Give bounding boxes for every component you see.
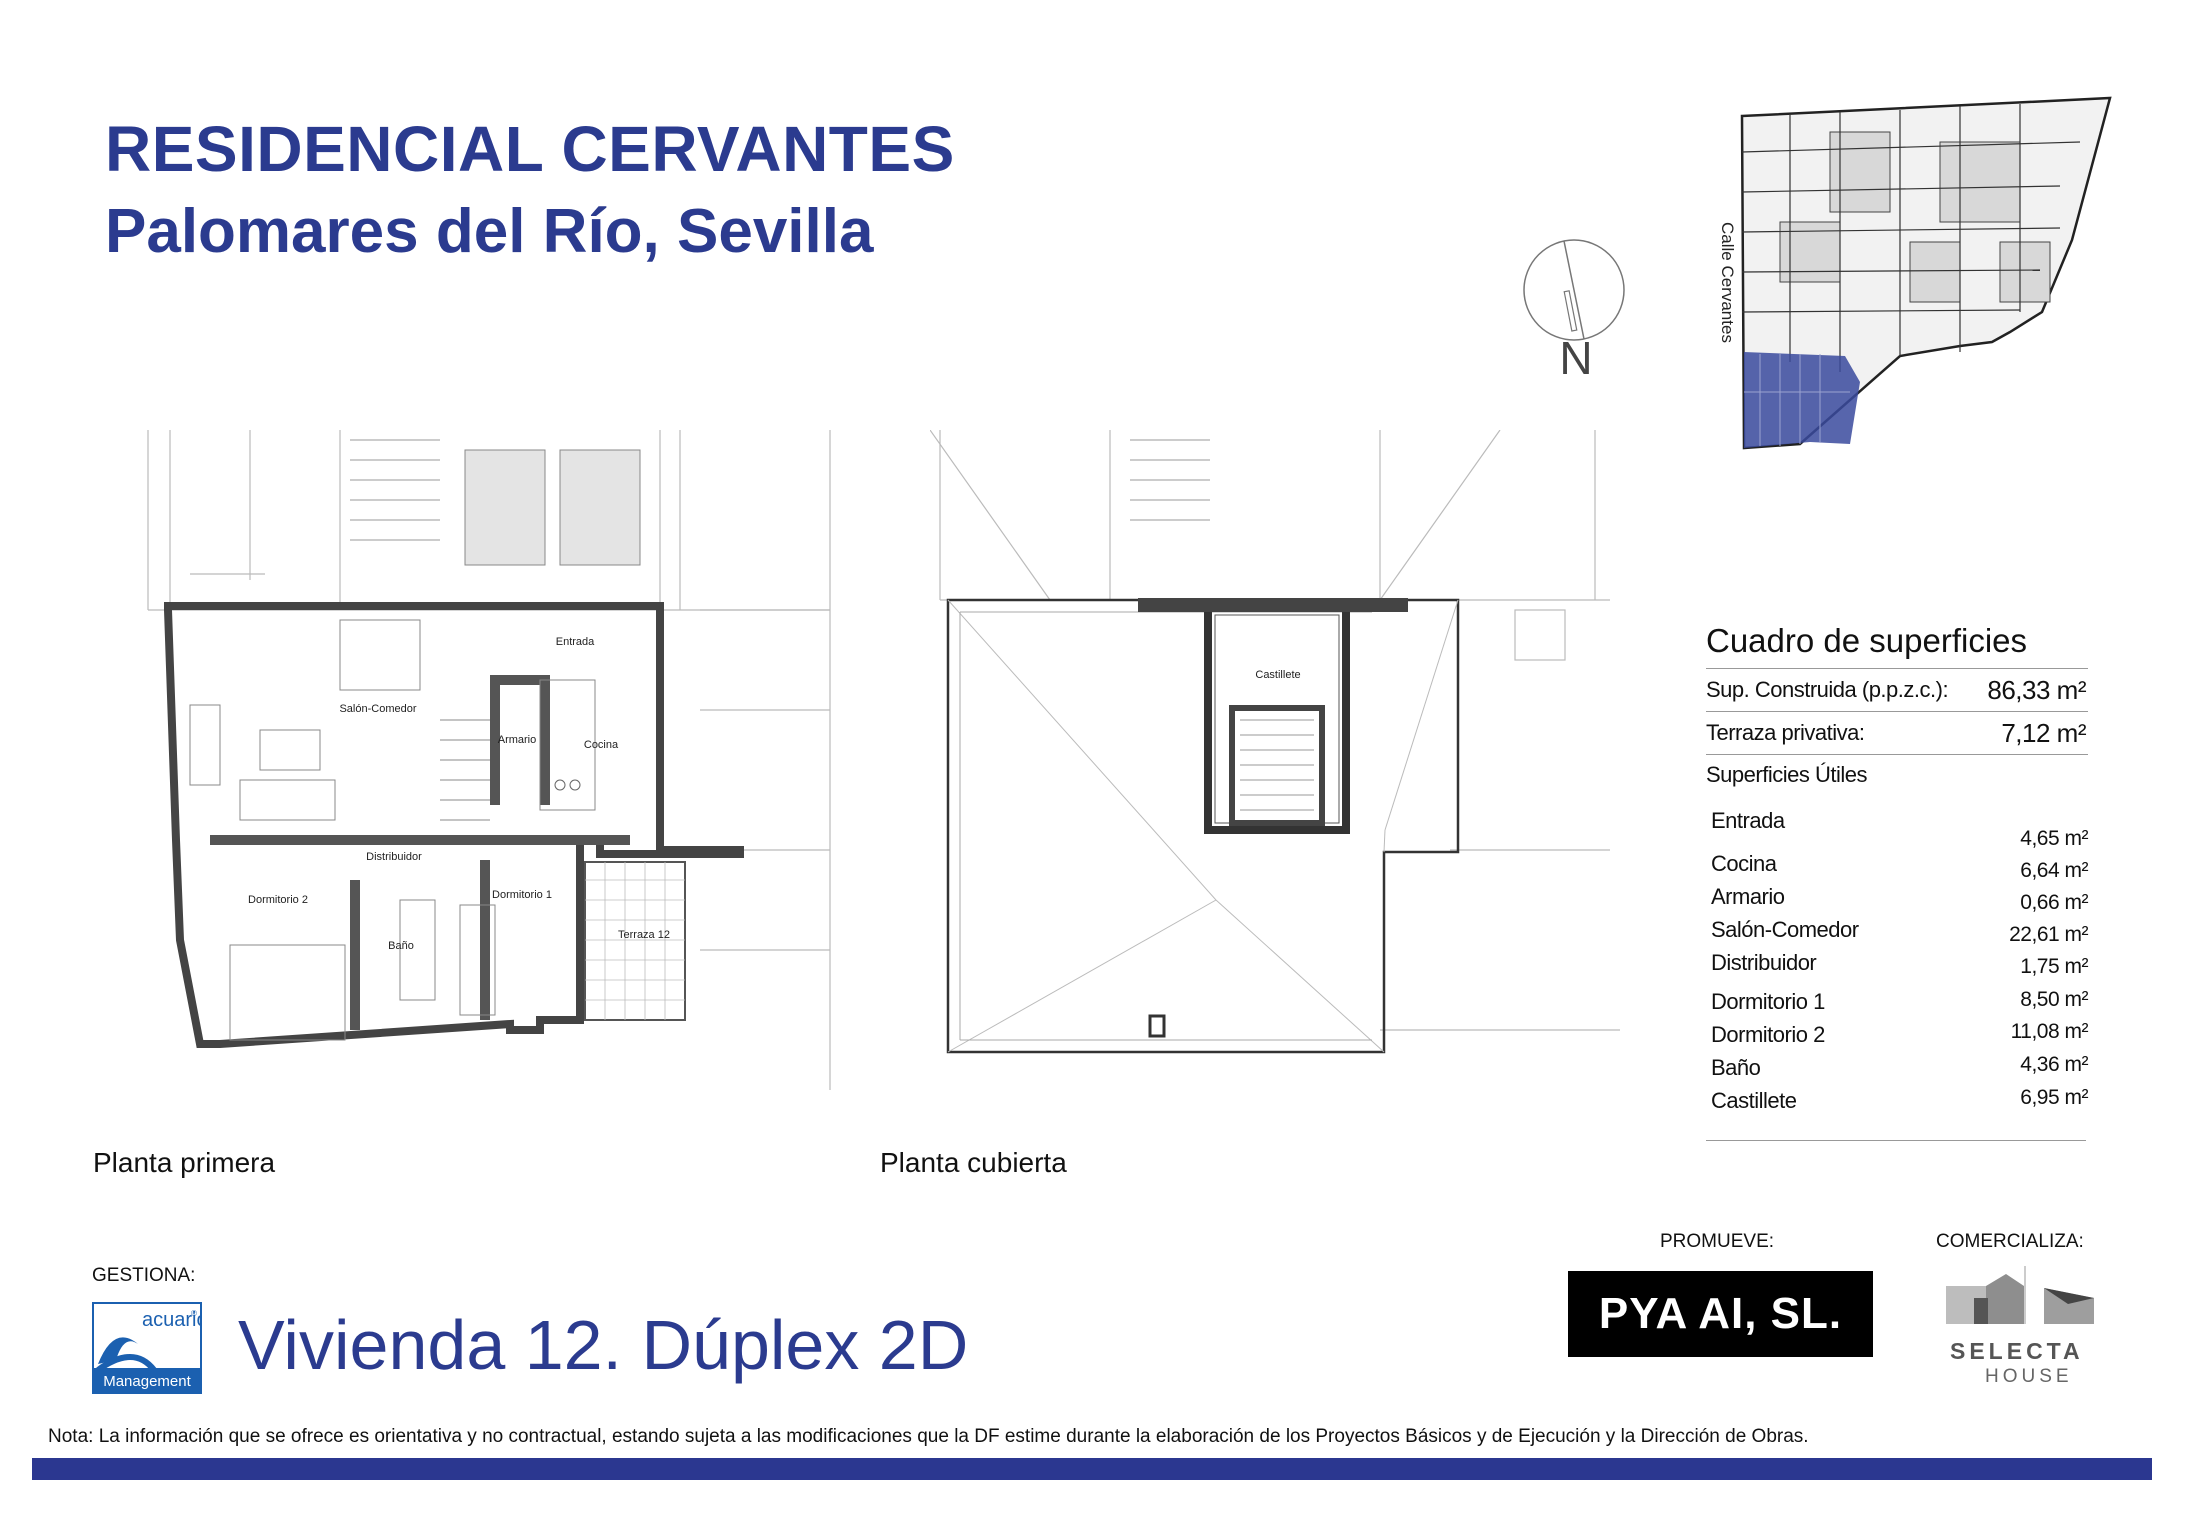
- disclaimer-note: Nota: La información que se ofrece es orientativa y no contractual, estando sujeta a las modificaciones que la DF estime durante la elaboración de los Proyectos Básicos y de Ejecución y la Dirección de Obras.: [48, 1426, 1809, 1447]
- acuario-wave-icon: [94, 1304, 200, 1392]
- room-value: 1,75 m²: [2020, 955, 2088, 978]
- plan-label-roof: Planta cubierta: [880, 1147, 1067, 1178]
- room-label-dormitorio1: Dormitorio 1: [492, 889, 552, 901]
- room-value: 22,61 m²: [2009, 923, 2088, 946]
- surface-table: [1706, 622, 2088, 795]
- room-value: 4,65 m²: [2020, 827, 2088, 850]
- room-name: Baño: [1711, 1055, 1761, 1080]
- room-label-bano: Baño: [388, 940, 414, 952]
- terrace-surface-value: 7,12 m²: [2001, 718, 2086, 748]
- terrace-surface-row: [1706, 712, 2088, 755]
- room-label-entrada: Entrada: [555, 636, 595, 648]
- selecta-logo-sub: HOUSE: [1985, 1366, 2073, 1387]
- room-value: 6,95 m²: [2020, 1086, 2088, 1109]
- comercializa-label: COMERCIALIZA:: [1936, 1231, 2084, 1252]
- room-value: 0,66 m²: [2020, 891, 2088, 914]
- unit-title: Vivienda 12. Dúplex 2D: [238, 1306, 969, 1384]
- gestiona-label: GESTIONA:: [92, 1265, 196, 1286]
- useful-surfaces-heading: Superficies Útiles: [1706, 762, 1867, 787]
- room-name: Salón-Comedor: [1711, 917, 1859, 942]
- room-name: Armario: [1711, 884, 1785, 909]
- selecta-logo-name: SELECTA: [1950, 1338, 2084, 1364]
- room-name: Cocina: [1711, 851, 1777, 876]
- room-label-dormitorio2: Dormitorio 2: [248, 894, 308, 906]
- room-name: Entrada: [1711, 808, 1785, 833]
- promoter-logo: PYA AI, SL.: [1568, 1271, 1873, 1357]
- acuario-logo-mark: ®: [191, 1309, 197, 1318]
- acuario-logo-brand: acuari: [142, 1309, 197, 1331]
- room-name: Dormitorio 2: [1711, 1022, 1825, 1047]
- room-value: 11,08 m²: [2010, 1020, 2088, 1043]
- room-label-cocina: Cocina: [583, 739, 619, 751]
- room-label-salon: Salón-Comedor: [339, 703, 417, 715]
- first-floor-plan: [140, 430, 840, 1090]
- site-plan: [1700, 92, 2120, 452]
- room-name: Distribuidor: [1711, 950, 1817, 975]
- street-label: Calle Cervantes: [1718, 222, 1737, 343]
- room-label-distribuidor: Distribuidor: [366, 851, 422, 863]
- roof-plan: [930, 430, 1630, 1090]
- built-surface-row: [1706, 669, 2088, 712]
- surface-table-heading: Cuadro de superficies: [1706, 622, 2088, 669]
- page-subtitle: Palomares del Río, Sevilla: [105, 197, 874, 266]
- room-value: 8,50 m²: [2020, 988, 2088, 1011]
- acuario-logo: [92, 1302, 202, 1394]
- room-name: Castillete: [1711, 1088, 1797, 1113]
- plan-label-first-floor: Planta primera: [93, 1147, 276, 1178]
- selecta-house-icon: [1944, 1264, 2104, 1334]
- room-name: Dormitorio 1: [1711, 989, 1825, 1014]
- room-label-castillete: Castillete: [1255, 669, 1301, 681]
- room-label-terraza: Terraza 12: [618, 929, 670, 941]
- built-surface-label: Sup. Construida (p.p.z.c.):: [1706, 677, 1949, 702]
- terrace-surface-label: Terraza privativa:: [1706, 720, 1865, 745]
- promueve-label: PROMUEVE:: [1660, 1231, 1775, 1252]
- built-surface-value: 86,33 m²: [1987, 675, 2086, 705]
- page-title: RESIDENCIAL CERVANTES: [105, 113, 955, 185]
- room-value: 6,64 m²: [2020, 859, 2088, 882]
- footer-bar: [32, 1458, 2152, 1480]
- room-value: 4,36 m²: [2020, 1053, 2088, 1076]
- acuario-logo-sub: Management: [103, 1373, 191, 1390]
- room-label-armario: Armario: [497, 734, 537, 746]
- compass-icon: [1520, 236, 1630, 386]
- table-bottom-divider: [1706, 1140, 2086, 1141]
- compass-label: N: [1559, 332, 1593, 384]
